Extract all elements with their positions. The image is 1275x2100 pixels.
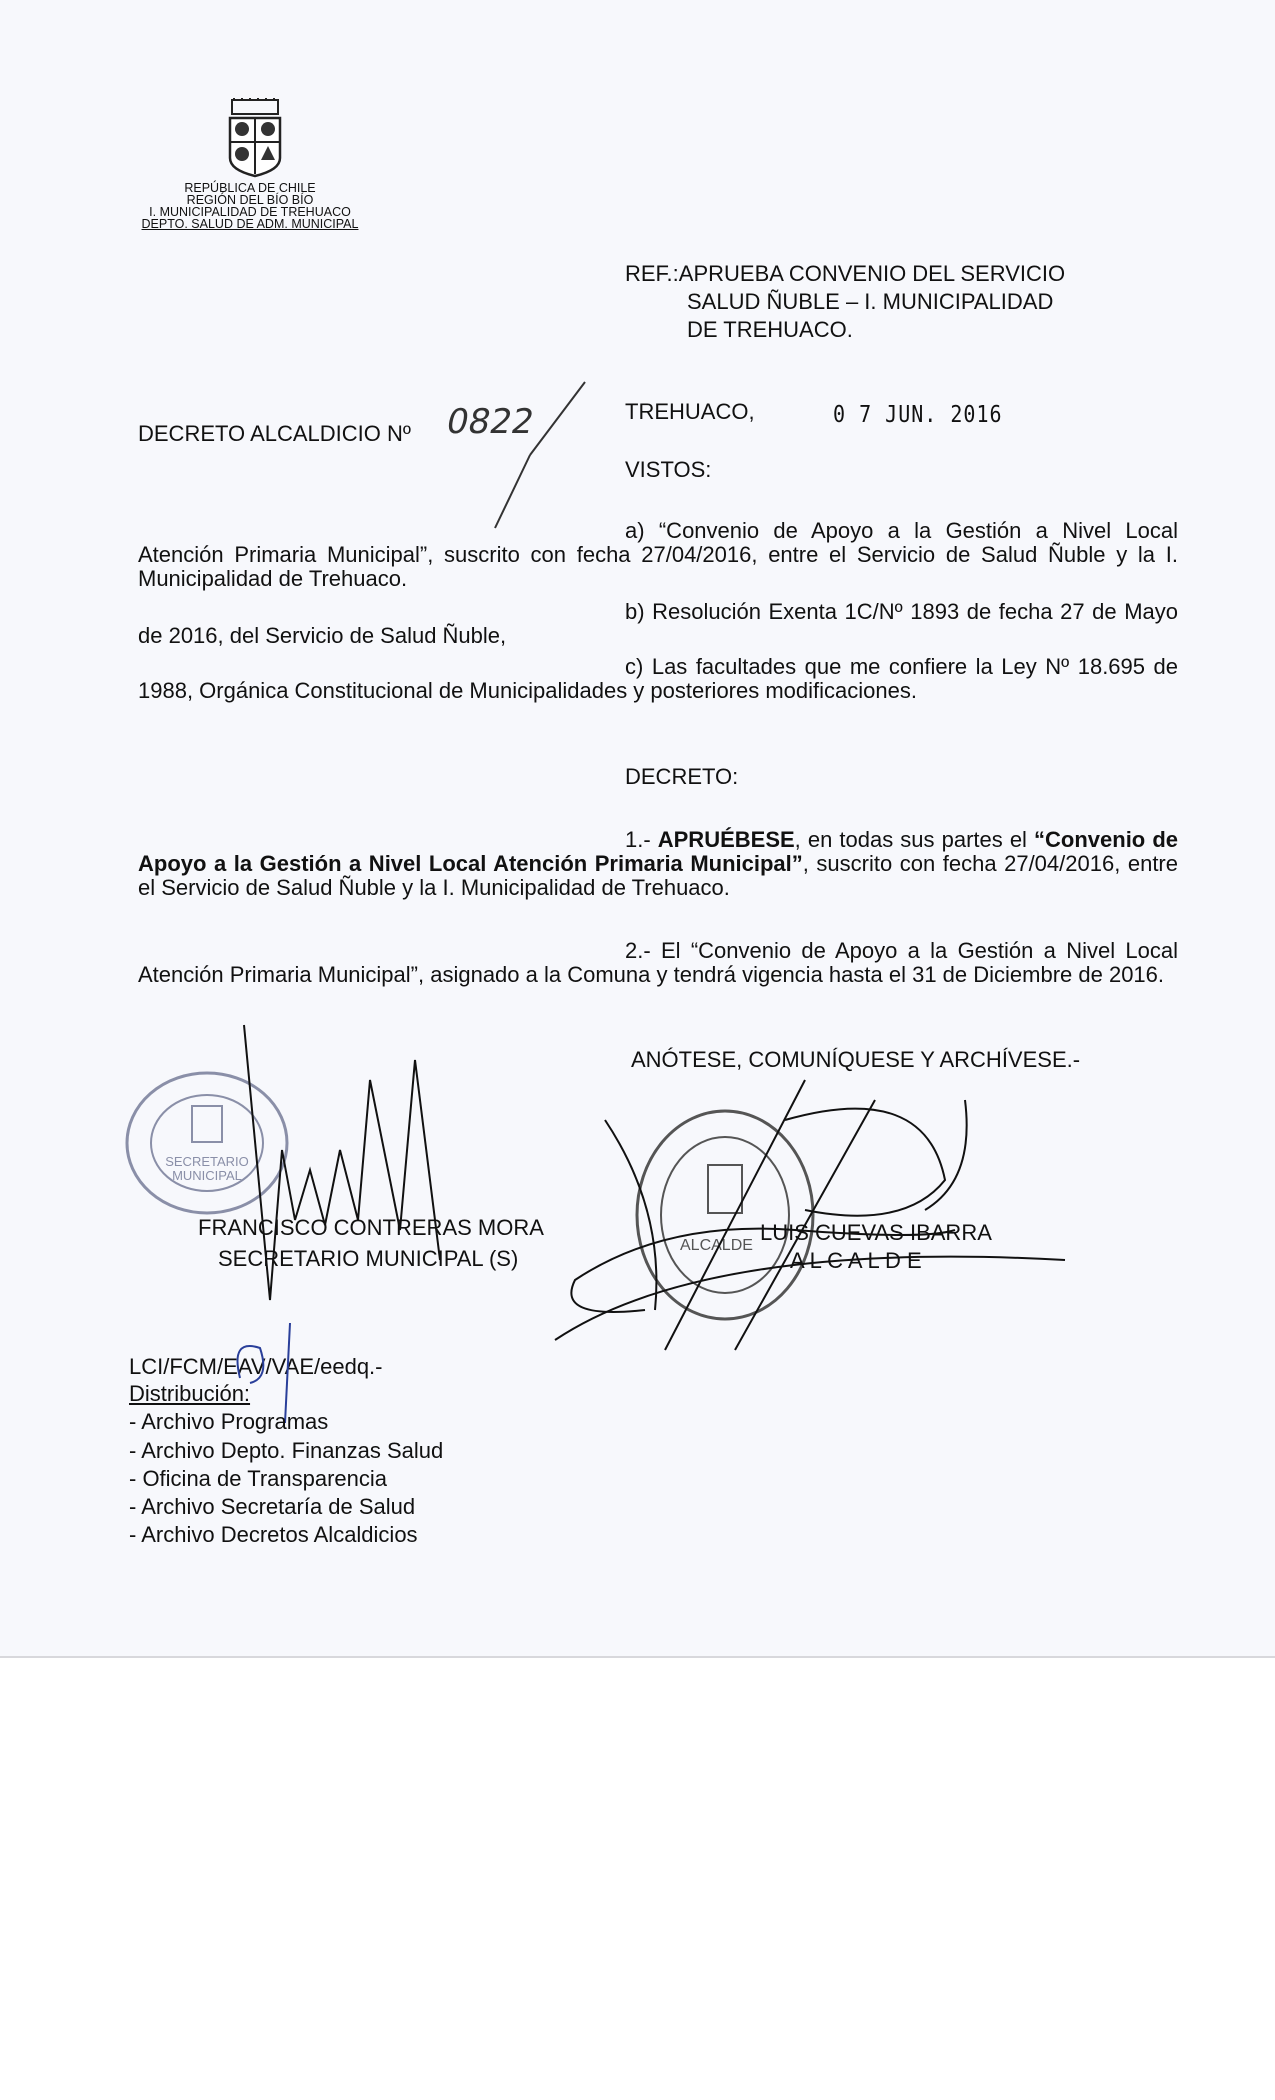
date-stamp: 0 7 JUN. 2016 (833, 400, 1003, 428)
distribution-title: Distribución: (129, 1381, 251, 1406)
initials: LCI/FCM/EAV/VAE/eedq.- (129, 1354, 383, 1379)
article-text: , suscrito con fecha 27/04/2016, entre el Servicio de Salud Ñuble y la I. Municipalidad de Trehuaco. (138, 851, 1178, 900)
decree-number-handwritten: 0822 (442, 402, 538, 442)
vistos-a: a) “Convenio de Apoyo a la Gestión a Nivel Local Atención Primaria Municipal”, suscrito con fecha 27/04/2016, entre el Servicio de Salud Ñuble y la I. Municipalidad de Trehuaco. (138, 518, 1178, 591)
agreement-title: “Convenio de Apoyo a la Gestión a Nivel Local Atención Primaria Municipal” (138, 827, 1178, 876)
decreto-article-1 (138, 828, 1178, 900)
ref-line: DE TREHUACO. (687, 317, 853, 342)
letterhead-line: REPÚBLICA DE CHILE (184, 181, 316, 195)
letterhead-line: REGIÓN DEL BÍO BÍO (186, 193, 314, 207)
coat-of-arms-logo (222, 98, 288, 178)
svg-text:ALCALDE: ALCALDE (680, 1237, 753, 1254)
article-number: 1.- (625, 827, 658, 852)
secretary-title: SECRETARIO MUNICIPAL (S) (218, 1246, 519, 1271)
secretary-signature (240, 1020, 530, 1310)
approve-keyword: APRUÉBESE (657, 827, 795, 852)
secretary-name: FRANCISCO CONTRERAS MORA (198, 1215, 544, 1240)
handwritten-slash (490, 380, 590, 530)
place: TREHUACO, (625, 399, 755, 424)
article-text: , en todas sus partes el (794, 827, 1035, 852)
ref-line: REF.:APRUEBA CONVENIO DEL SERVICIO (625, 261, 1066, 286)
mayor-name: LUIS CUEVAS IBARRA (760, 1220, 992, 1245)
decreto-article-2: 2.- El “Convenio de Apoyo a la Gestión a Nivel Local Atención Primaria Municipal”, asignado a la Comuna y tendrá vigencia hasta el 31 de Diciembre de 2016. (138, 938, 1178, 987)
closing-formula: ANÓTESE, COMUNÍQUESE Y ARCHÍVESE.- (631, 1047, 1081, 1072)
distribution-list (129, 1380, 443, 1550)
distribution-item: - Archivo Secretaría de Salud (129, 1494, 416, 1520)
letterhead (130, 182, 370, 230)
decree-label: DECRETO ALCALDICIO Nº (138, 421, 411, 446)
distribution-item: - Oficina de Transparencia (129, 1465, 388, 1491)
svg-text:MUNICIPAL: MUNICIPAL (172, 1168, 242, 1183)
letterhead-line: I. MUNICIPALIDAD DE TREHUACO (149, 205, 351, 219)
letterhead-line: DEPTO. SALUD DE ADM. MUNICIPAL (141, 217, 359, 231)
mayor-title: A L C A L D E (790, 1248, 922, 1273)
distribution-item: - Archivo Programas (129, 1409, 329, 1435)
svg-text:SECRETARIO: SECRETARIO (165, 1154, 249, 1169)
vistos-title: VISTOS: (625, 457, 712, 482)
mayor-signature (545, 1060, 1085, 1360)
decreto-title: DECRETO: (625, 764, 739, 789)
ref-line: SALUD ÑUBLE – I. MUNICIPALIDAD (687, 289, 1054, 314)
distribution-item: - Archivo Depto. Finanzas Salud (129, 1437, 444, 1463)
vistos-c: c) Las facultades que me confiere la Ley Nº 18.695 de 1988, Orgánica Constitucional de Municipalidades y posteriores modificaciones. (138, 654, 1178, 703)
vistos-b: b) Resolución Exenta 1C/Nº 1893 de fecha 27 de Mayo de 2016, del Servicio de Salud Ñuble, (138, 599, 1178, 648)
distribution-item: - Archivo Decretos Alcaldicios (129, 1522, 418, 1548)
